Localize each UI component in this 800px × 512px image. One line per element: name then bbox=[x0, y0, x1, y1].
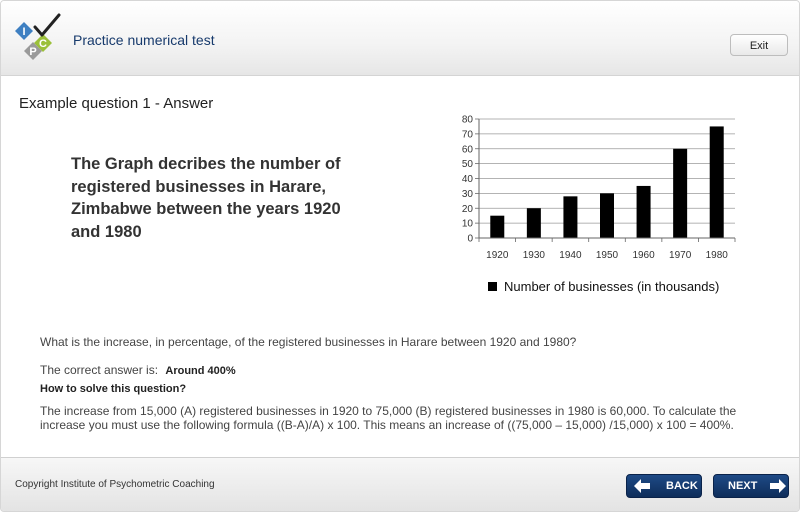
y-tick-label: 30 bbox=[461, 188, 473, 200]
y-tick-label: 80 bbox=[461, 114, 473, 126]
legend-label: Number of businesses (in thousands) bbox=[504, 279, 720, 294]
copyright-text: Copyright Institute of Psychometric Coaching bbox=[15, 479, 215, 490]
x-tick-label: 1980 bbox=[705, 250, 728, 261]
how-to-solve-heading: How to solve this question? bbox=[40, 383, 187, 395]
bar-chart bbox=[441, 109, 761, 309]
y-tick-label: 0 bbox=[467, 233, 473, 245]
next-label: NEXT bbox=[728, 480, 758, 492]
x-tick-label: 1920 bbox=[486, 250, 509, 261]
back-label: BACK bbox=[666, 480, 698, 492]
question-heading: Example question 1 - Answer bbox=[19, 95, 214, 112]
arrow-right-icon bbox=[770, 479, 786, 493]
back-button[interactable] bbox=[626, 474, 702, 498]
footer-bar bbox=[1, 457, 799, 512]
x-tick-label: 1930 bbox=[522, 250, 545, 261]
question-text: What is the increase, in percentage, of the registered businesses in Harare between 1920 and 1980? bbox=[40, 335, 577, 349]
y-tick-label: 40 bbox=[461, 174, 473, 185]
ipc-logo bbox=[11, 13, 63, 63]
bar-1960 bbox=[637, 186, 651, 238]
bar-1940 bbox=[563, 196, 577, 238]
answer-value: Around 400% bbox=[165, 365, 236, 377]
y-tick-label: 50 bbox=[461, 159, 473, 171]
y-tick-label: 70 bbox=[461, 129, 473, 141]
bar-1970 bbox=[673, 149, 687, 238]
y-tick-label: 10 bbox=[461, 218, 473, 230]
x-tick-label: 1970 bbox=[669, 250, 692, 261]
logo-letter-c: C bbox=[39, 38, 47, 50]
logo-letter-i: I bbox=[22, 26, 26, 38]
bar-1980 bbox=[710, 126, 724, 238]
y-tick-label: 20 bbox=[461, 203, 473, 215]
arrow-left-icon bbox=[634, 479, 650, 493]
header-bar bbox=[1, 1, 799, 76]
answer-row bbox=[40, 363, 236, 377]
next-button[interactable] bbox=[713, 474, 789, 498]
explanation-text: The increase from 15,000 (A) registered businesses in 1920 to 75,000 (B) registered businesses in 1980 is 60,000. To calculate the increase you must use the following formula ((B-A)/A) x 100. This means an increase of ((75,000 – 15,000) /15,000) x 100 = 400%. bbox=[40, 404, 737, 432]
x-tick-label: 1950 bbox=[595, 250, 619, 261]
x-tick-label: 1960 bbox=[632, 250, 655, 261]
y-tick-label: 60 bbox=[461, 144, 473, 156]
x-tick-label: 1940 bbox=[559, 250, 582, 261]
bar-1930 bbox=[527, 208, 541, 238]
graph-description: The Graph decribes the number of registered businesses in Harare, Zimbabwe between the years 1920 and 1980 bbox=[71, 155, 341, 241]
legend-swatch bbox=[488, 282, 497, 291]
exit-button[interactable]: Exit bbox=[730, 34, 788, 56]
logo-letter-p: P bbox=[29, 46, 37, 58]
bar-1950 bbox=[600, 193, 614, 238]
answer-label: The correct answer is: bbox=[40, 363, 159, 377]
bar-1920 bbox=[490, 216, 504, 238]
app-title: Practice numerical test bbox=[73, 32, 215, 48]
